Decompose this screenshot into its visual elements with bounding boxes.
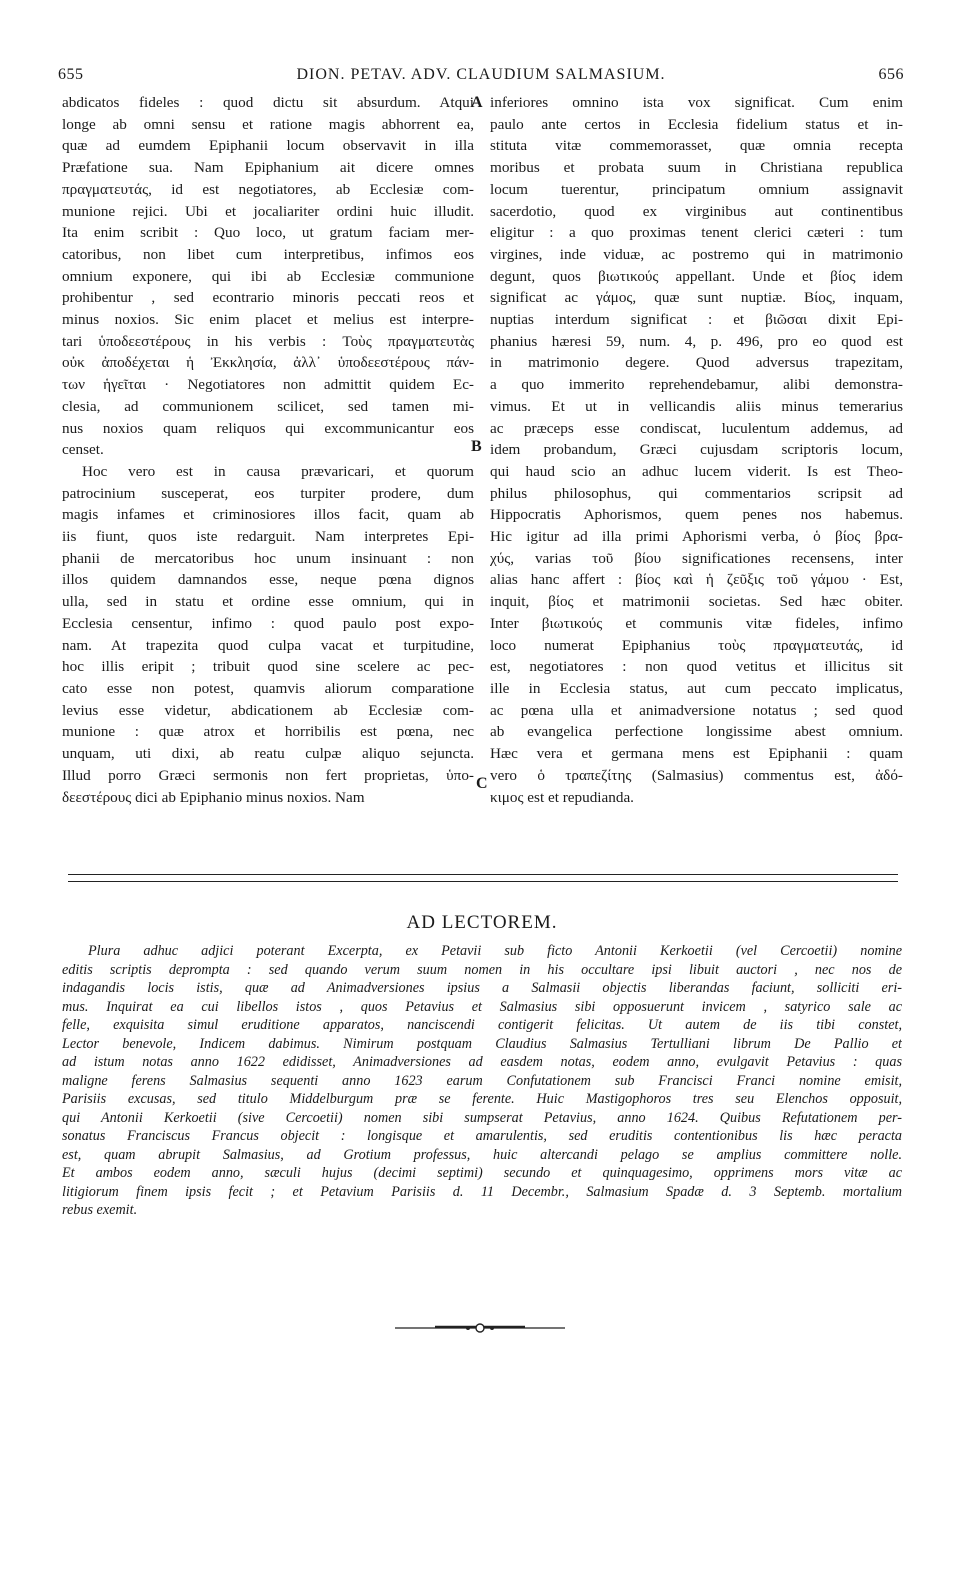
right-column-line: degunt, quos βιωτικούς appellant. Unde et βίος idem: [490, 267, 903, 285]
lectorem-line: Lector benevole, Indicem dabimus. Nimirum postquam Claudius Salmasius Tertulliani librum De Pallio et: [62, 1035, 902, 1052]
lectorem-line: ad istum notas anno 1622 edidisset, Animadversiones ad easdem notas, eodem anno, evulgavit Petavius : quas: [62, 1054, 902, 1070]
left-column-line: πραγματευτάς, id est negotiatores, ab Ecclesiæ com-: [62, 180, 474, 198]
right-column-line: inferiores omnino ista vox significat. Cum enim: [490, 94, 903, 111]
lectorem-text: [62, 942, 902, 1220]
left-column-line: longe ab omni sensu et ratione magis abhorrent ea,: [62, 115, 474, 133]
left-column-line: Illud porro Græci sermonis non fert proprietas, ὑπο-: [62, 766, 474, 784]
right-column-line: vero ὁ τραπεζίτης (Salmasius) commentus est, ἀδό-: [490, 766, 903, 784]
right-column-line: phanius hæresi 59, num. 4, p. 496, pro eo quod est: [490, 332, 903, 350]
right-column-line: moribus et probata suum in Christiana republica: [490, 159, 903, 177]
left-column-line: Præfatione sua. Nam Epiphanium ait dicere omnes: [62, 159, 474, 177]
left-column-line: cato esse non potest, quamvis aliorum comparatione: [62, 679, 474, 697]
right-column-line: nuptias interdum significat : et βιῶσαι dixit Epi-: [490, 311, 903, 329]
lectorem-line: Parisiis excusas, sed titulo Middelburgum præ se ferente. Huic Mastigophoros tres seu Elenchos opposuit,: [62, 1091, 902, 1107]
right-column: [490, 92, 903, 808]
right-column-line: in matrimonio degere. Quod adversus trapezitam,: [490, 354, 903, 372]
left-column-line: munione : quæ atrox et horribilis est pœna, nec: [62, 723, 474, 741]
lectorem-line: est, quam abrupit Salmasius, ad Grotium professus, huic altercandi pelago se amplius committere nolle.: [62, 1146, 902, 1163]
left-column-line: οὐκ ἀποδέχεται ἡ Ἐκκλησία, ἀλλ᾽ ὑποδεεστέρους πάν-: [62, 354, 474, 372]
right-column-line: paulo ante certos in Ecclesia fidelium status et in-: [490, 115, 903, 133]
left-column-line: illos quidem damnandos esse, neque pœna dignos: [62, 571, 474, 589]
right-column-line: Hippocratis Aphorismos, quem penes nos habemus.: [490, 506, 903, 524]
left-column-line: catoribus, non libet cum interpretibus, infimos eos: [62, 245, 474, 263]
right-column-line: virgines, inde viduæ, ac postremo qui in matrimonio: [490, 245, 903, 263]
left-column-line: prohibentur , sed econtrario minoris peccati reos et: [62, 289, 474, 307]
lectorem-line: felle, exquisita simul eruditione apparatos, nanciscendi contigerit felicitas. Ut autem de iis tibi constet,: [62, 1017, 902, 1033]
right-column-line: Inter βιωτικούς et communis vitæ fideles, infimo: [490, 614, 903, 632]
left-column-line: Hoc vero est in causa prævaricari, et quorum: [82, 462, 474, 480]
right-column-line: sacerdotio, quod ex virginibus aut continentibus: [490, 202, 903, 220]
margin-marker-c: C: [476, 775, 488, 792]
page-number-left: 655: [58, 66, 84, 83]
right-column-line: eligitur : a quo proximas tenent clerici cæteri : tum: [490, 224, 903, 242]
lectorem-line: Plura adhuc adjici poterant Excerpta, ex Petavii sub ficto Antonii Kerkoetii (vel Cercoetii) nomine: [88, 943, 902, 959]
left-column-line: omnium exponere, qui ibi ab Ecclesiæ communione: [62, 267, 474, 285]
left-column-line: patrocinium susceperat, eos turpiter prodere, dum: [62, 484, 474, 502]
left-column-line: Ita enim scribit : Quo loco, ut gratum faciam mer-: [62, 224, 474, 242]
left-column: [62, 92, 474, 808]
right-column-line: alias hanc affert : βίος καὶ ἡ ζεῦξις τοῦ γάμου · Est,: [490, 571, 903, 589]
lectorem-line: mus. Inquirat ea cui libellos istos , quos Petavius et Salmasius sibi opposuerunt invicem , satyrico sale ac: [62, 998, 902, 1015]
right-column-line: χύς, varias τοῦ βίου significationes recensens, inter: [490, 549, 903, 567]
left-column-line: phanii de mercatoribus hoc unum insinuant : non: [62, 549, 474, 567]
right-column-line: locum tuerentur, principatum omnium assignavit: [490, 180, 903, 198]
left-column-line: quæ ad eumdem Epiphanii locum observavit in illa: [62, 137, 474, 155]
page-number-right: 656: [878, 66, 904, 83]
right-column-line: stituta vitæ commemorasset, quæ omnia recepta: [490, 137, 903, 155]
right-column-line: ac præceps esse condiscat, luculentum addemus, ad: [490, 419, 903, 437]
right-column-line: vimus. Et ut in vellicandis aliis minus temerarius: [490, 397, 903, 415]
section-title: AD LECTOREM.: [406, 912, 558, 933]
left-column-line: unquam, uti dixi, ab reatu culpæ aliquo sejuncta.: [62, 745, 474, 763]
lectorem-line: qui Antonii Kerkoetii (sive Cercoetii) nomen sibi sumpserat Petavius, anno 1624. Quibus Refutationem per-: [62, 1109, 902, 1126]
left-column-line: magis infames et criminosiores illos facit, quam ab: [62, 506, 474, 524]
right-column-line: ille in Ecclesia status, aut cum peccato implicatus,: [490, 679, 903, 697]
right-column-line: Hic igitur ad illa primi Aphorismi verba, ὁ βίος βρα-: [490, 528, 903, 546]
left-column-line: tari ὑποδεεστέρους in his verbis : Τοὺς πραγματευτὰς: [62, 332, 474, 350]
left-column-line: hoc illis eripit ; tribuit quod sine scelere ac pec-: [62, 658, 474, 676]
left-column-line: Ecclesia censentur, infimo : quod paulo post expo-: [62, 614, 474, 632]
right-column-line: significat ac γάμος, quæ sunt nuptiæ. Βίος, inquam,: [490, 289, 903, 307]
right-column-line: Hæc vera et germana mens est Epiphanii : quam: [490, 745, 903, 763]
left-column-line: ulla, sed in statu et ordine esse omnium, qui in: [62, 593, 474, 611]
right-column-line: idem probandum, Græci cujusdam scriptoris locum,: [490, 441, 903, 459]
left-column-line: minus noxios. Sic enim placet et melius est interpre-: [62, 311, 474, 329]
left-column-line: levius esse videtur, abdicationem ab Ecclesiæ com-: [62, 701, 474, 719]
lectorem-line: litigiorum finem ipsis fecit ; et Petavium Parisiis d. 11 Decembr., Salmasium Spadæ d. 3 Septemb. mortalium: [62, 1183, 902, 1200]
margin-marker-b: B: [471, 438, 482, 455]
section-divider: [68, 874, 898, 882]
right-column-line: qui haud scio an adhuc lucem viderit. Is est Theo-: [490, 462, 903, 480]
left-column-line: munione rejici. Ubi et jocaliariter ordini huic illudit.: [62, 202, 474, 220]
lectorem-line: editis scriptis deprompta : sed quando verum suum nomen in his occultare ipsi libuit auctori , nec nos de: [62, 961, 902, 978]
right-column-line: est, negotiatores : non quod vetitus et illicitus sit: [490, 658, 903, 676]
left-column-line: iis fiunt, quos iste redarguit. Nam interpretes Epi-: [62, 528, 474, 546]
running-header: [58, 66, 904, 88]
right-column-line: inquit, βίος et matrimonii societas. Sed hæc obiter.: [490, 593, 903, 611]
right-column-line: ab evangelica perfectione longissime abest omnium.: [490, 723, 903, 741]
left-column-line: των ἡγεῖται · Negotiatores non admittit quidem Ec-: [62, 376, 474, 394]
lectorem-line: Et ambos eodem anno, sæculi hujus (decimi septimi) secundo et quinquagesimo, opprimens mors vitæ ac: [62, 1165, 902, 1181]
left-column-line: censet.: [62, 441, 104, 459]
left-column-line: abdicatos fideles : quod dictu sit absurdum. Atqui: [62, 94, 474, 111]
right-column-line: philus philosophus, qui commentarios scripsit ad: [490, 484, 903, 502]
right-column-line: ac pœna ulla et animadversione notatus ; sed quod: [490, 701, 903, 719]
left-column-line: δεεστέρους dici ab Epiphanio minus noxios. Nam: [62, 788, 365, 806]
lectorem-line: indagandis locis istis, quæ ad Animadversiones ipsius a Salmasii objectis liberandas faciunt, solliciti eri-: [62, 980, 902, 996]
left-column-line: nam. At trapezita quod culpa vacat et turpitudine,: [62, 636, 474, 654]
lectorem-line: sonatus Franciscus Francus objecit : longisque et amarulentis, sed eruditis contentionibus lis hæc peracta: [62, 1128, 902, 1144]
left-column-line: nus noxios quam reliquos qui excommunicantur eos: [62, 419, 474, 437]
right-column-line: a quo immerito reprehendebamur, alibi demonstra-: [490, 376, 903, 394]
right-column-line: loco numerat Epiphanius τοὺς πραγματευτάς, id: [490, 636, 903, 654]
lectorem-line: maligne ferens Salmasius sequenti anno 1623 earum Confutationem sub Francisci Franci nomine emisit,: [62, 1072, 902, 1089]
running-title: DION. PETAV. ADV. CLAUDIUM SALMASIUM.: [296, 66, 666, 83]
ornamental-rule-icon: [395, 1322, 565, 1334]
lectorem-line: rebus exemit.: [62, 1202, 138, 1218]
margin-marker-a: A: [471, 94, 483, 111]
left-column-line: clesia, ad communionem scilicet, sed tamen mi-: [62, 397, 474, 415]
right-column-line: κιμος est et repudianda.: [490, 788, 634, 806]
